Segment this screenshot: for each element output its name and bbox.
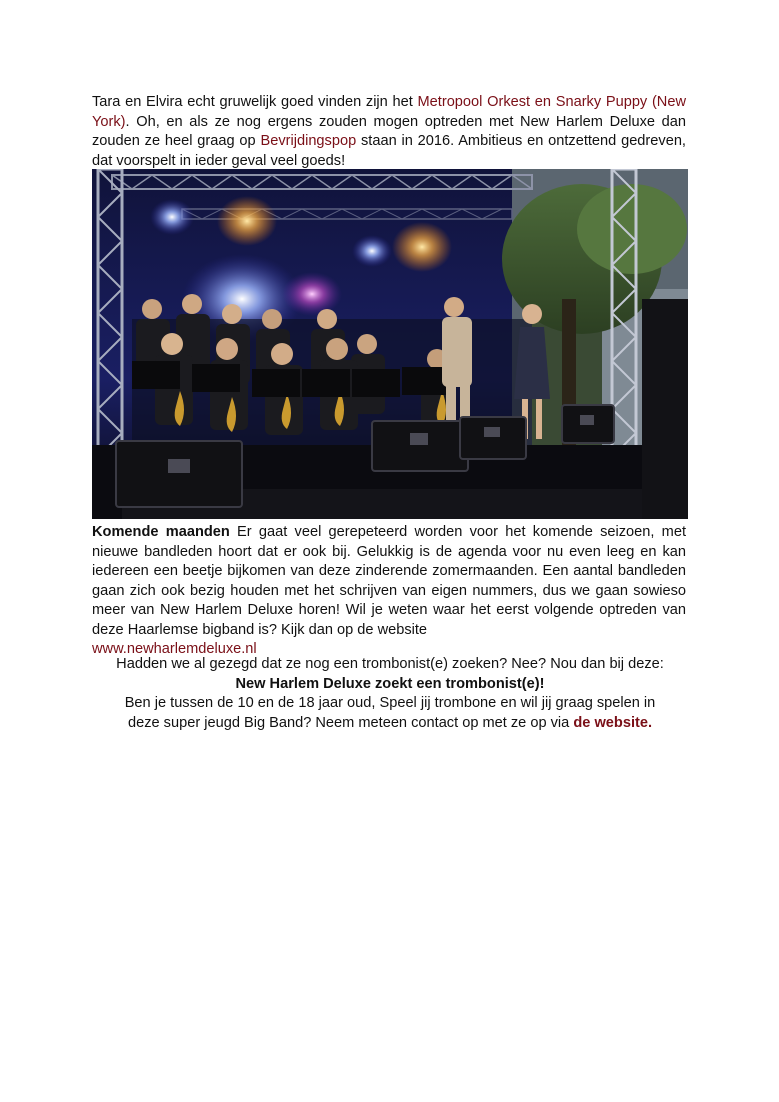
- section-body: Er gaat veel gerepeteerd worden voor het komende seizoen, met nieuwe bandleden hoort dat er ook bij. Gelukkig is de agenda voor nu even leeg en kan iedereen een beetje bijkomen van deze zinderende zomermaanden. Een aantal bandleden gaan zich ook bezig houden met het schrijven van eigen nummers, dus we gaan sowieso meer van New Harlem Deluxe horen! Wil je weten waar het eerst volgende optreden van deze Haarlemse bigband is? Kijk dan op de website: [92, 524, 686, 638]
- section-heading: Komende maanden: [92, 524, 230, 540]
- recruitment-intro: Hadden we al gezegd dat ze nog een trombonist(e) zoeken? Nee? Nou dan bij deze:: [116, 656, 664, 672]
- recruitment-line-3: Ben je tussen de 10 en de 18 jaar oud, Speel jij trombone en wil jij graag spelen in: [124, 695, 656, 711]
- intro-text-middle: . Oh, en als ze nog ergens zouden mogen optreden met New Harlem Deluxe dan zouden ze heel graag op: [92, 113, 686, 149]
- recruitment-headline: New Harlem Deluxe zoekt een trombonist(e)!: [235, 675, 545, 692]
- intro-text-end: staan in 2016. Ambitieus en ontzettend gedreven, dat voorspelt in ieder geval veel goeds!: [92, 133, 686, 169]
- bevrijdingspop-link[interactable]: Bevrijdingspop: [260, 133, 357, 149]
- band-stage-photo: [92, 169, 688, 519]
- recruitment-notice: [80, 655, 700, 733]
- recruitment-line-4-text: deze super jeugd Big Band? Neem meteen contact op met ze op via: [127, 714, 574, 731]
- intro-text-start: Tara en Elvira echt gruwelijk goed vinden zijn het: [92, 94, 418, 110]
- de-website-link[interactable]: de website.: [573, 714, 653, 731]
- website-link[interactable]: www.newharlemdeluxe.nl: [92, 641, 257, 657]
- recruitment-line-4: [80, 714, 700, 734]
- metropool-link[interactable]: Metropool Orkest en Snarky Puppy (New York): [92, 94, 686, 130]
- intro-paragraph: [92, 93, 686, 171]
- section-paragraph: [92, 523, 686, 660]
